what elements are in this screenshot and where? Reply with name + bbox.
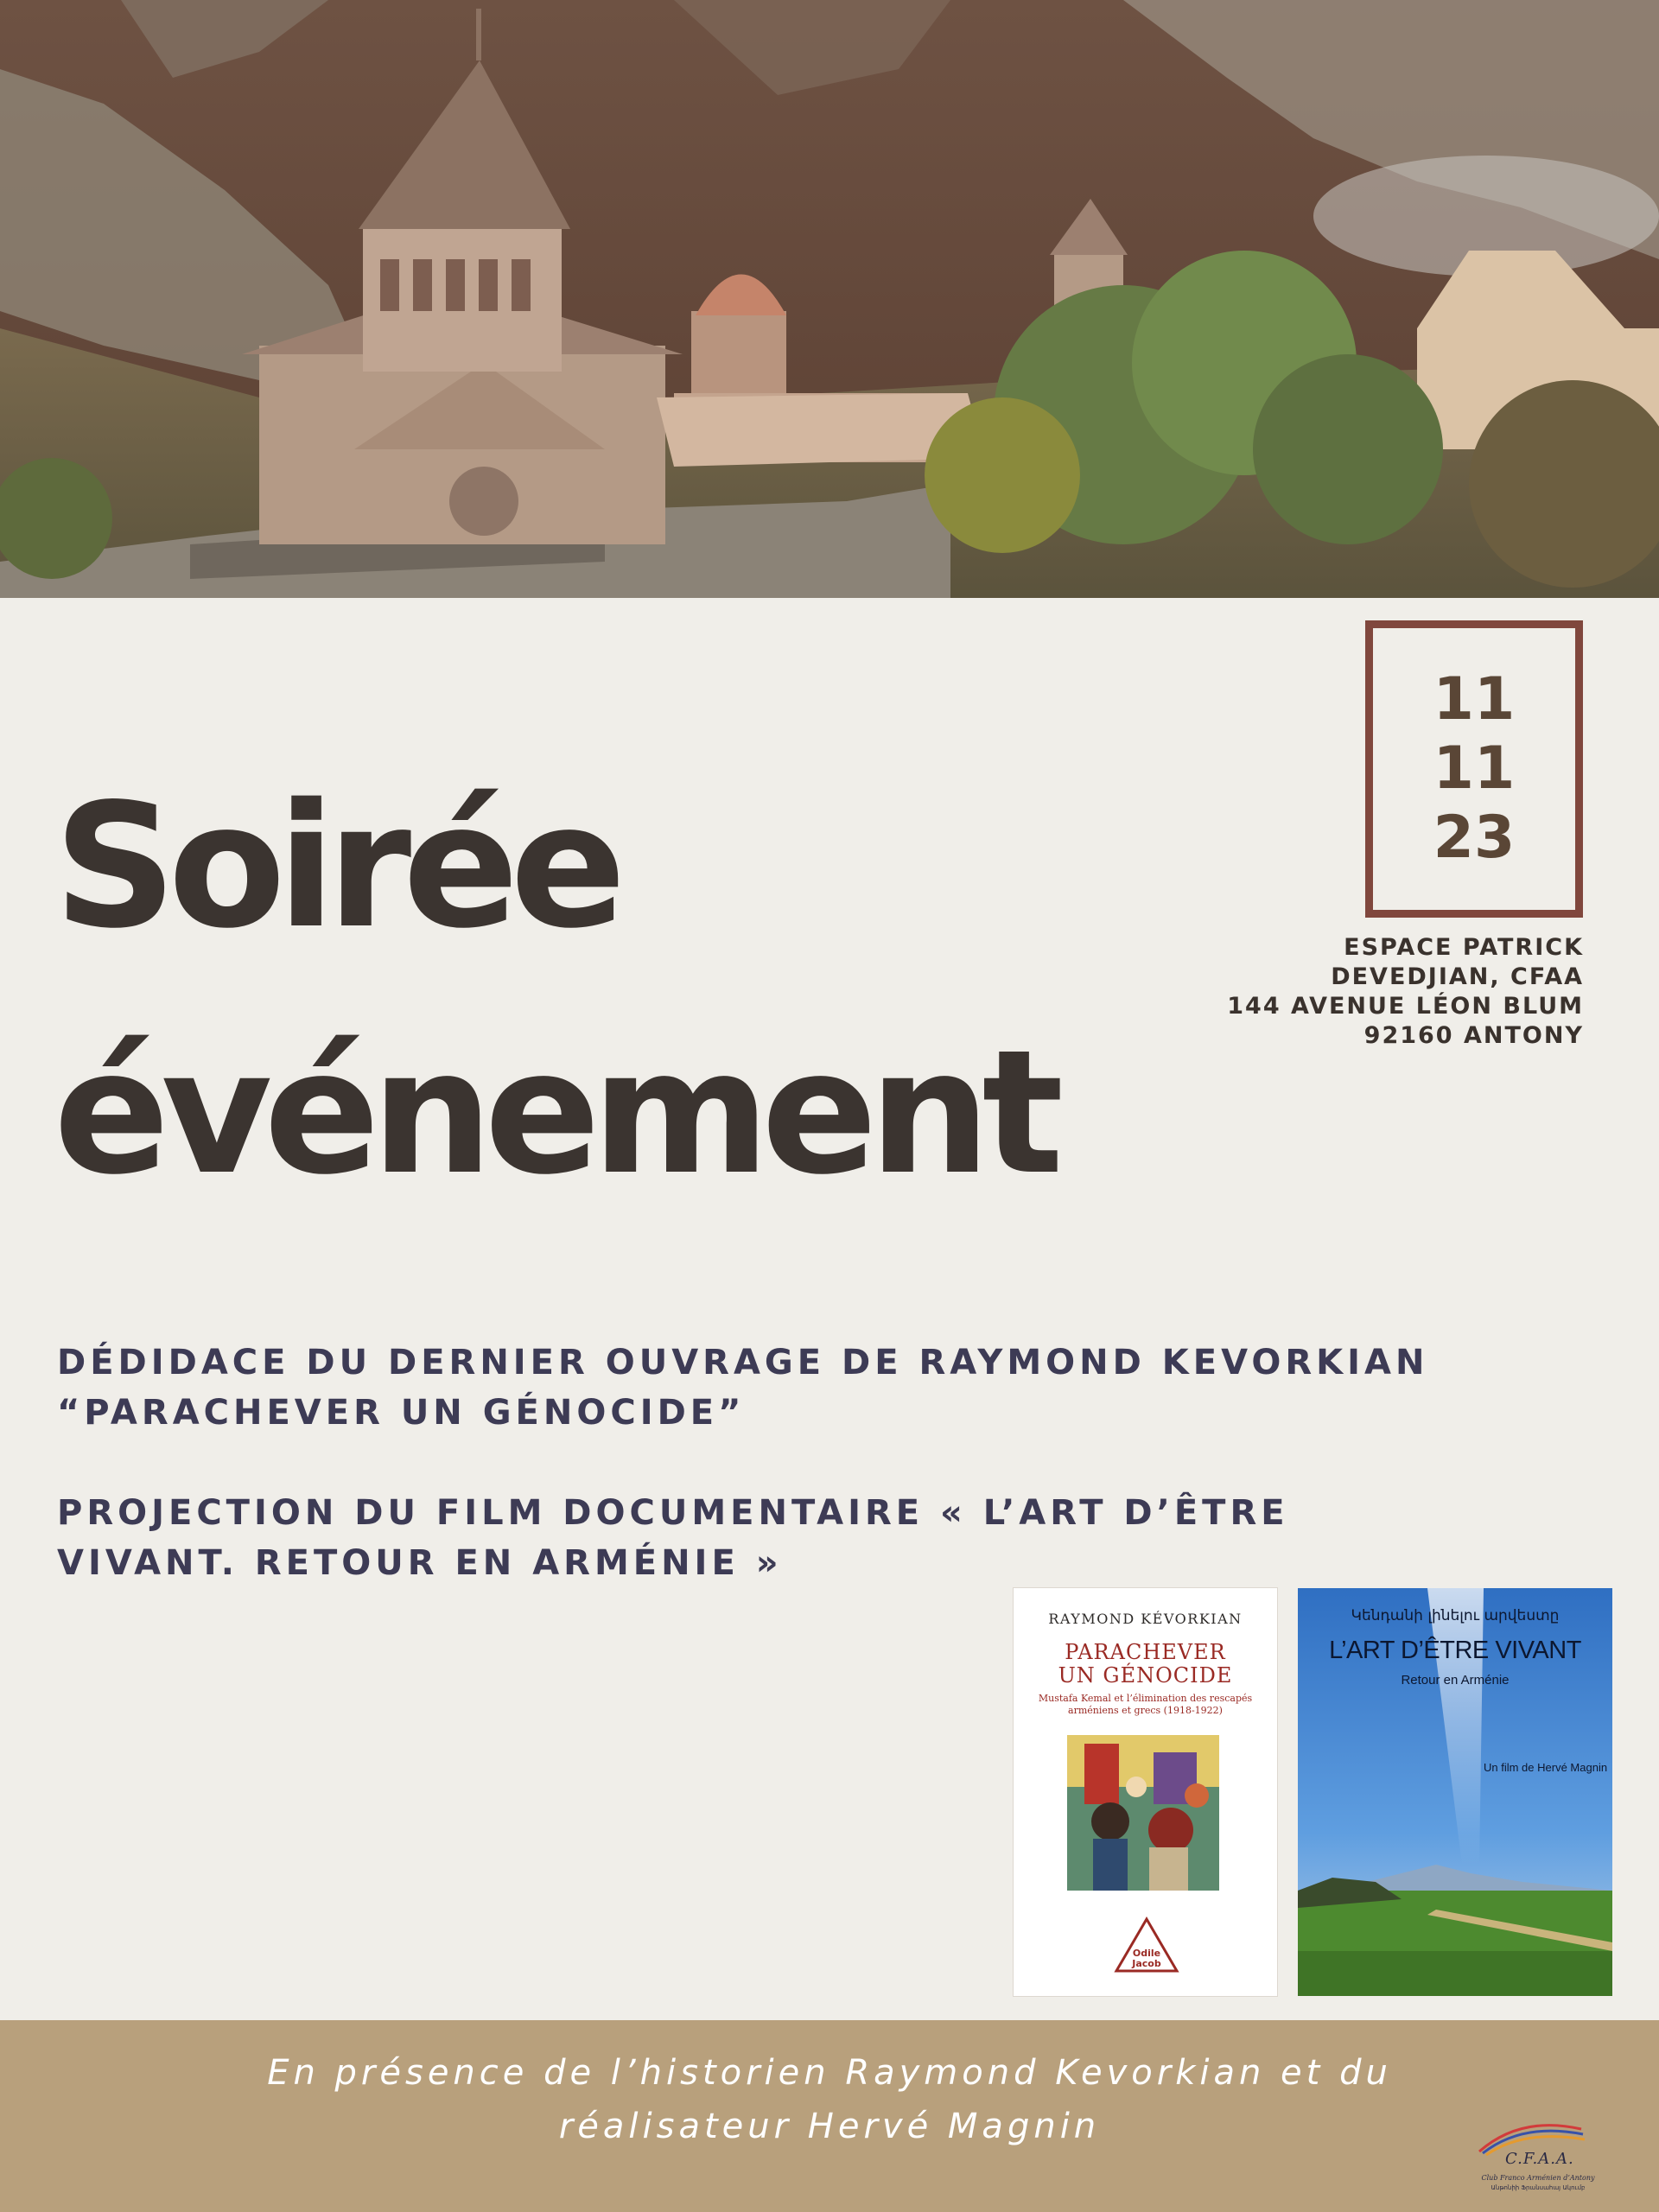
cfaa-logo-armenian: Անթոնիի Ֆրանսահայ Ակումբ [1491, 2184, 1586, 2191]
event-date-box [1365, 620, 1583, 918]
publisher-name-1: Odile [1132, 1948, 1161, 1959]
film-poster-image [1298, 1588, 1612, 1996]
publisher-name-2: Jacob [1132, 1958, 1161, 1969]
film-armenian-title: Կենդանի լինելու արվեստը [1351, 1607, 1560, 1624]
footer-guests-line: En présence de l’historien Raymond Kevorkian et du [267, 2053, 1392, 2093]
film-director-credit: Un film de Hervé Magnin [1484, 1761, 1608, 1774]
book-subtitle: Mustafa Kemal et l’élimination des rescapés arméniens et grecs (1918-1922) [1038, 1693, 1253, 1716]
program-item-film-screening [57, 1488, 1474, 1588]
book-cover-illustration [1067, 1735, 1219, 1891]
film-title: L’ART D’ÊTRE VIVANT [1329, 1637, 1581, 1664]
date-month: 11 [1433, 734, 1516, 803]
program-line: DÉDIDACE DU DERNIER OUVRAGE DE RAYMOND KEVORKIAN [57, 1343, 1429, 1382]
book-title-line: PARACHEVER [1065, 1640, 1226, 1664]
title-line: Soirée [54, 766, 618, 966]
date-year: 23 [1433, 804, 1516, 872]
publisher-logo [1114, 1916, 1179, 1974]
venue-line: DEVEDJIAN, CFAA [1331, 963, 1584, 990]
event-venue-address [1135, 933, 1584, 1051]
venue-line: 144 AVENUE LÉON BLUM [1227, 993, 1584, 1020]
cfaa-logo-fullname: Club Franco Arménien d’Antony [1481, 2174, 1595, 2182]
program-line: VIVANT. RETOUR EN ARMÉNIE » [57, 1543, 783, 1583]
program-item-book-signing [57, 1338, 1474, 1438]
program-line: PROJECTION DU FILM DOCUMENTAIRE « L’ART D’ÊTRE [57, 1493, 1289, 1533]
event-title [54, 743, 1055, 1236]
hero-photo-monastery [0, 0, 1659, 598]
cfaa-logo-name: C.F.A.A. [1505, 2150, 1574, 2168]
book-cover-image [1014, 1588, 1277, 1996]
footer-band [0, 2020, 1659, 2212]
title-line: événement [54, 1013, 1056, 1212]
cfaa-logo [1469, 2115, 1607, 2202]
film-subtitle: Retour en Arménie [1401, 1673, 1510, 1688]
footer-guests-line: réalisateur Hervé Magnin [558, 2107, 1101, 2146]
date-day: 11 [1433, 665, 1516, 734]
venue-line: ESPACE PATRICK [1344, 934, 1584, 961]
program-line: “PARACHEVER UN GÉNOCIDE” [57, 1393, 746, 1433]
book-author: RAYMOND KÉVORKIAN [1048, 1611, 1243, 1627]
book-title-line: UN GÉNOCIDE [1058, 1663, 1233, 1688]
book-title [1014, 1641, 1277, 1688]
venue-line: 92160 ANTONY [1363, 1022, 1584, 1049]
